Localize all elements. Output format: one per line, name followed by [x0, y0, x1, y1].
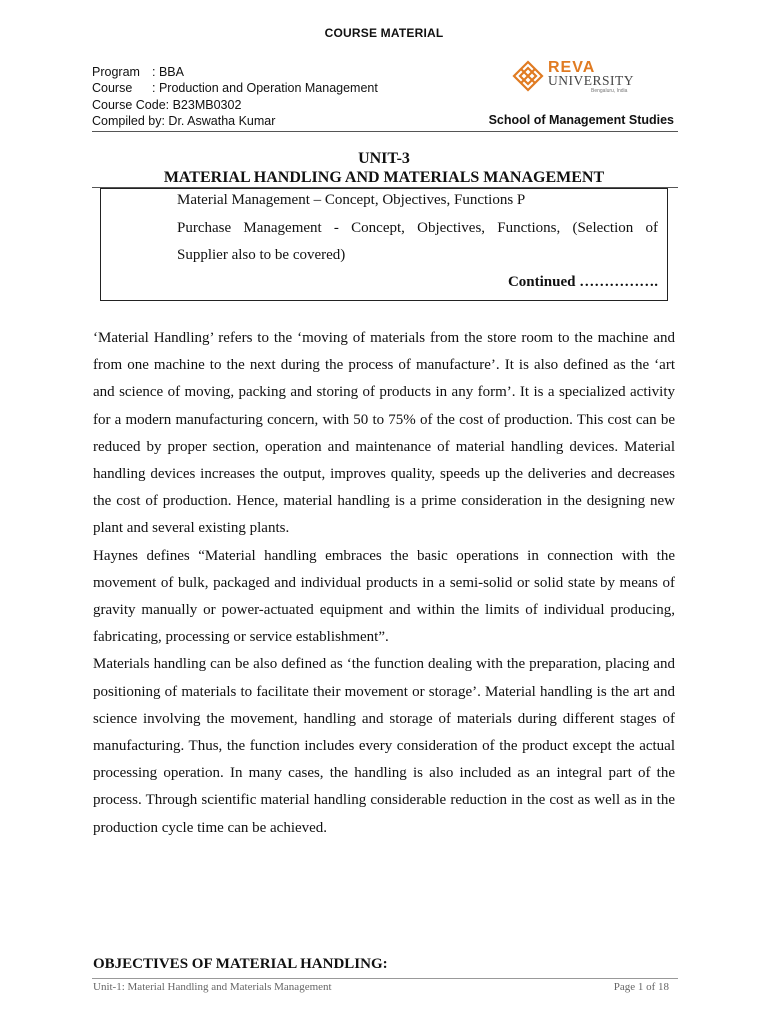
school-name: School of Management Studies — [488, 113, 674, 127]
course-value: : Production and Operation Management — [152, 81, 378, 96]
continued-note: Continued ……………. — [507, 274, 658, 290]
topic-purchase-management: Purchase Management - Concept, Objectives, Functions, (Selection of — [177, 220, 658, 236]
topics-box — [100, 188, 668, 301]
compiled-by: Compiled by: Dr. Aswatha Kumar — [92, 113, 276, 128]
footer-unit-title: Unit-1: Material Handling and Materials Management — [93, 981, 332, 993]
header-divider — [92, 131, 678, 132]
paragraph-definition: ‘Material Handling’ refers to the ‘moving of materials from the store room to the machine and from one machine to the next during the process of manufacture’. It is also defined as the ‘art and science of moving, packing and storing of products in any form’. It is a specialized activity for a modern manufacturing concern, with 50 to 75% of the cost of production. This cost can be reduced by proper section, operation and maintenance of material handling devices. Material handling devices increases the output, improves quality, speeds up the deliveries and decreases the cost of production. Hence, material handling is a prime consideration in the designing new plant and several existing plants. — [93, 330, 675, 537]
footer-page-number: Page 1 of 18 — [613, 981, 669, 993]
unit-title: MATERIAL HANDLING AND MATERIALS MANAGEMENT — [163, 169, 605, 186]
course-code: Course Code: B23MB0302 — [92, 97, 242, 112]
unit-number: UNIT-3 — [358, 150, 410, 167]
program-row — [92, 64, 378, 80]
program-label: Program — [92, 65, 140, 79]
course-label: Course — [92, 81, 133, 96]
logo-university-text: UNIVERSITY — [548, 73, 634, 88]
footer-divider — [92, 978, 678, 979]
body-text — [93, 325, 675, 842]
knot-emblem-icon — [512, 60, 544, 92]
course-row — [92, 80, 378, 96]
course-meta — [92, 64, 378, 129]
logo-location-text: Bengaluru, India — [591, 88, 628, 94]
document-header-title: COURSE MATERIAL — [324, 26, 444, 40]
topic-supplier-selection: Supplier also to be covered) — [177, 247, 346, 263]
logo-reva-text: REVA — [548, 59, 596, 76]
section-heading: OBJECTIVES OF MATERIAL HANDLING: — [93, 956, 388, 972]
paragraph-function: Materials handling can be also defined as ‘the function dealing with the preparation, placing and positioning of materials to facilitate their movement or storage’. Material handling is the art and science involving the movement, handling and storage of materials during different stages of manufacturing. Thus, the function includes every consideration of the product except the actual processing operation. In many cases, the handling is also included as an integral part of the process. Through scientific material handling considerable reduction in the cost as well as in the production cycle time can be achieved. — [93, 656, 675, 836]
paragraph-haynes: Haynes defines “Material handling embraces the basic operations in connection with the movement of bulk, packaged and individual products in a semi-solid or solid state by means of gravity manually or power-actuated equipment and within the limits of individual producing, fabricating, processing or service establishment”. — [93, 547, 675, 646]
reva-university-logo — [512, 58, 652, 96]
topic-material-management: Material Management – Concept, Objectives, Functions P — [177, 192, 526, 208]
program-value: : BBA — [152, 65, 184, 79]
